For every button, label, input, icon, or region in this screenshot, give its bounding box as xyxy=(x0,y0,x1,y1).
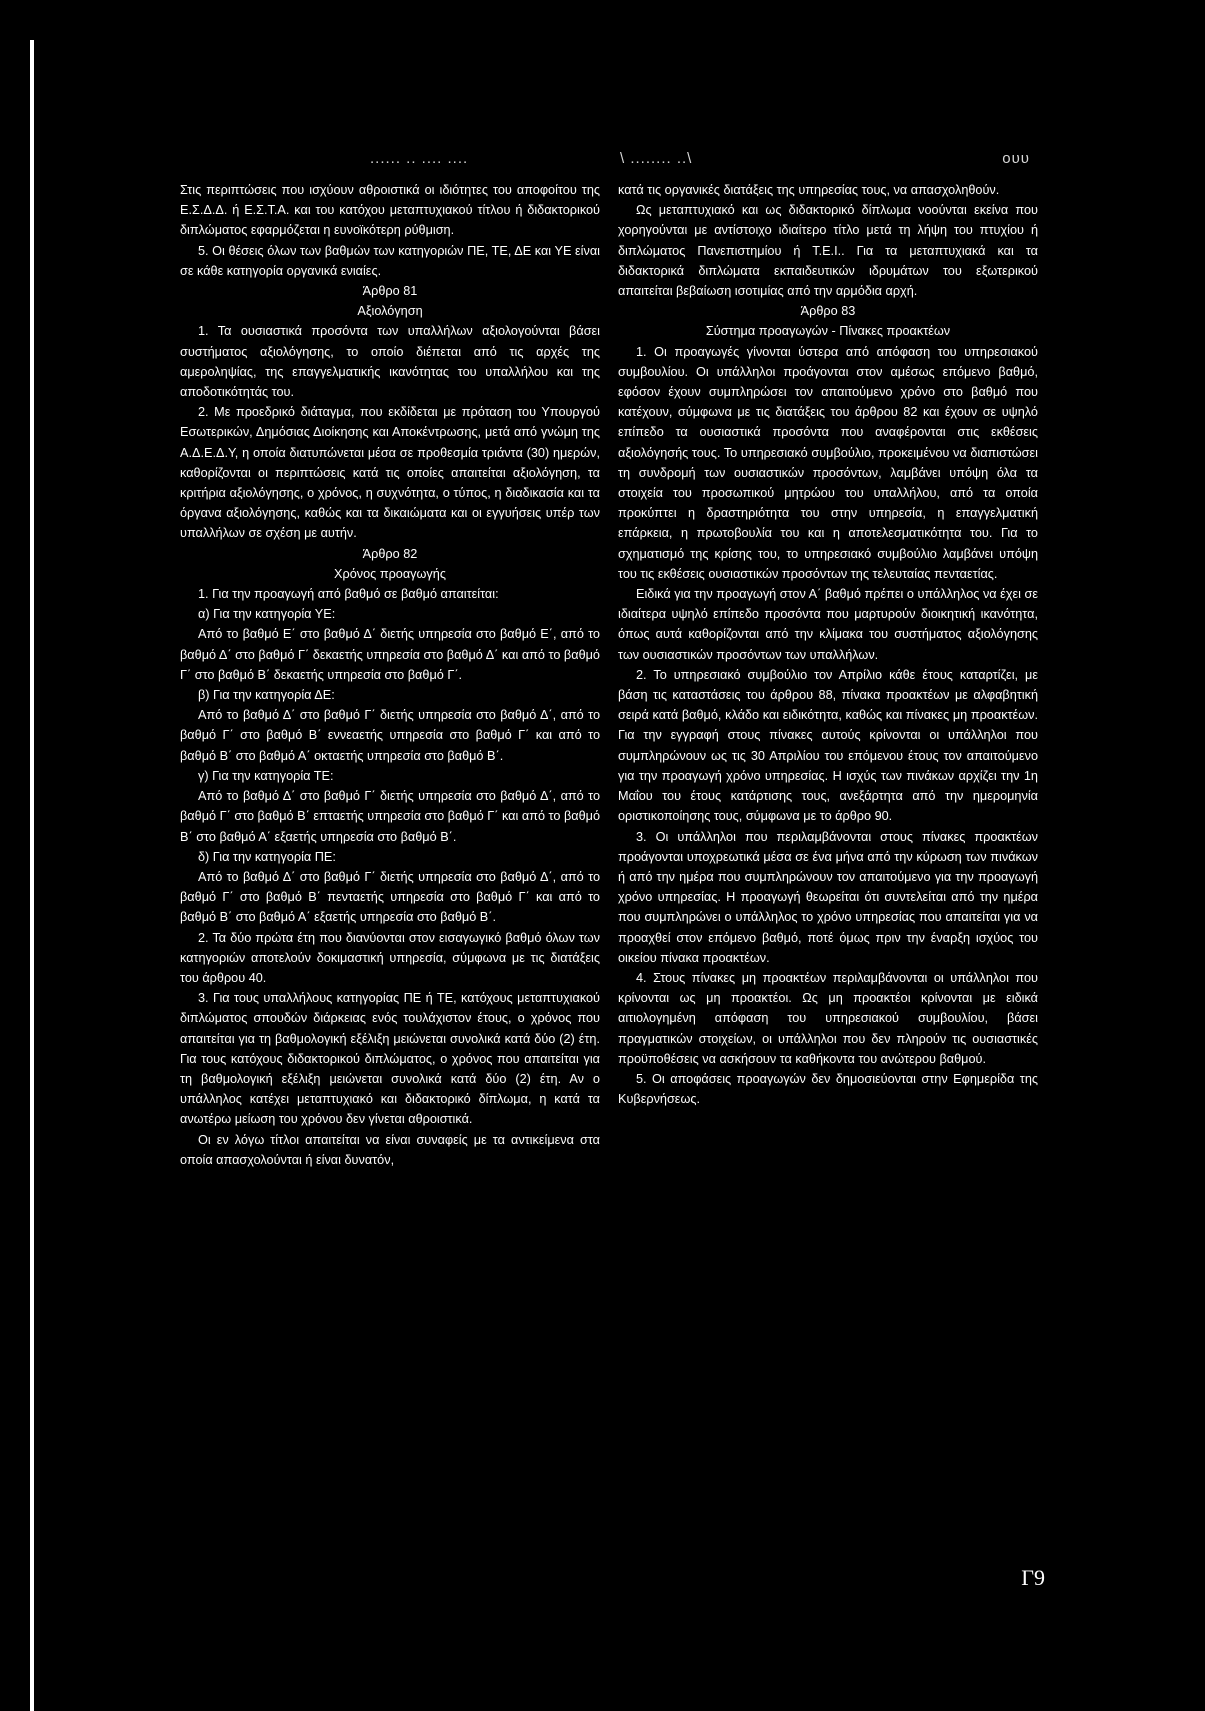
page-header xyxy=(180,150,1030,170)
paragraph: Στις περιπτώσεις που ισχύουν αθροιστικά οι ιδιότητες του αποφοίτου της Ε.Σ.Δ.Δ. ή Ε.Σ.Τ.Α. και του κατόχου μεταπτυχιακού τίτλου ή διδακτορικού διπλώματος εφαρμόζεται η ευνοϊκότερη ρύθμιση. xyxy=(180,183,600,238)
paragraph: 2. Το υπηρεσιακό συμβούλιο τον Απρίλιο κάθε έτους καταρτίζει, με βάση τις καταστάσεις του άρθρου 88, πίνακα προακτέων με αλφαβητική σειρά κατά βαθμό, κλάδο και ειδικότητα, καθώς και πίνακες μη προακτέων. Για την εγγραφή στους πίνακες αυτούς κρίνονται οι υπάλληλοι που συμπληρώνουν ως τις 30 Απριλίου του επόμενου έτους τον απαιτούμενο για την προαγωγή χρόνο υπηρεσίας. Η ισχύς των πινάκων αρχίζει την 1η Μαΐου του έτους κατάρτισης τους, ανεξάρτητα από την ημερομηνία οριστικοποίησης τους, σύμφωνα με το άρθρο 90. xyxy=(618,667,1038,824)
article-81-title: Άρθρο 81 xyxy=(362,284,418,299)
paragraph: 3. Οι υπάλληλοι που περιλαμβάνονται στους πίνακες προακτέων προάγονται υποχρεωτικά μέσα σε ένα μήνα από την κύρωση των πινάκων ή από την ημέρα που συμπληρώνουν τον απαιτούμενο για την προαγωγή χρόνο υπηρεσίας. Η προαγωγή θεωρείται ότι συντελείται από την ημέρα που συμπληρώνει ο υπάλληλος το χρόνο υπηρεσίας που απαιτείται για να προαχθεί στον επόμενο βαθμό, ποτέ όμως πριν την έναρξη ισχύος του οικείου πίνακα προακτέων. xyxy=(618,829,1038,965)
header-middle-text: \ ........ ..\ xyxy=(620,150,693,167)
paragraph: 5. Οι αποφάσεις προαγωγών δεν δημοσιεύονται στην Εφημερίδα της Κυβερνήσεως. xyxy=(618,1071,1038,1107)
list-item-heading: δ) Για την κατηγορία ΠΕ: xyxy=(198,849,336,864)
paragraph: Από το βαθμό Ε΄ στο βαθμό Δ΄ διετής υπηρεσία στο βαθμό Ε΄, από το βαθμό Δ΄ στο βαθμό Γ΄ δεκαετής υπηρεσία στο βαθμό Δ΄ και από το βαθμό Γ΄ στο βαθμό Β΄ δεκαετής υπηρεσία στο βαθμό Γ΄. xyxy=(180,627,600,682)
page-code: Γ9 xyxy=(1021,1565,1045,1590)
paragraph: Οι εν λόγω τίτλοι απαιτείται να είναι συναφείς με τα αντικείμενα στα οποία απασχολούνται ή είναι δυνατόν, xyxy=(180,1132,600,1167)
paragraph: 5. Οι θέσεις όλων των βαθμών των κατηγοριών ΠΕ, ΤΕ, ΔΕ και ΥΕ είναι σε κάθε κατηγορία οργανικά ενιαίες. xyxy=(180,243,600,278)
article-82-subtitle: Χρόνος προαγωγής xyxy=(334,566,446,581)
article-81-subtitle: Αξιολόγηση xyxy=(357,304,423,319)
header-page-number: ουυ xyxy=(1002,150,1030,167)
scan-edge-line xyxy=(30,40,34,1711)
left-column xyxy=(180,180,600,1170)
paragraph: 4. Στους πίνακες μη προακτέων περιλαμβάνονται οι υπάλληλοι που κρίνονται ως μη προακτέοι. Ως μη προακτέοι κρίνονται με ειδικά αιτιολογημένη απόφαση του υπηρεσιακού συμβουλίου, βάσει πραγματικών στοιχείων, οι υπάλληλοι που δεν πληρούν τις ουσιαστικές προϋποθέσεις να ασκήσουν τα καθήκοντα του ανώτερου βαθμού. xyxy=(618,970,1038,1066)
right-column xyxy=(618,180,1038,1109)
paragraph: Ειδικά για την προαγωγή στον Α΄ βαθμό πρέπει ο υπάλληλος να έχει σε ιδιαίτερα υψηλό επίπεδο προσόντα που μαρτυρούν διοικητική ικανότητα, όπως αυτά καθορίζονται από την κλίμακα του συστήματος αξιολόγησης των ουσιαστικών προσόντων των υπαλλήλων. xyxy=(618,587,1038,662)
paragraph: κατά τις οργανικές διατάξεις της υπηρεσίας τους, να απασχοληθούν. xyxy=(618,183,1000,197)
paragraph: Από το βαθμό Δ΄ στο βαθμό Γ΄ διετής υπηρεσία στο βαθμό Δ΄, από το βαθμό Γ΄ στο βαθμό Β΄ πενταετής υπηρεσία στο βαθμό Γ΄ και από το βαθμό Β΄ στο βαθμό Α΄ εξαετής υπηρεσία στο βαθμό Β΄. xyxy=(180,869,600,925)
paragraph: Από το βαθμό Δ΄ στο βαθμό Γ΄ διετής υπηρεσία στο βαθμό Δ΄, από το βαθμό Γ΄ στο βαθμό Β΄ εννεαετής υπηρεσία στο βαθμό Γ΄ και από το βαθμό Β΄ στο βαθμό Α΄ οκταετής υπηρεσία στο βαθμό Β΄. xyxy=(180,708,600,763)
article-83-subtitle: Σύστημα προαγωγών - Πίνακες προακτέων xyxy=(705,324,951,339)
list-item-heading: γ) Για την κατηγορία ΤΕ: xyxy=(198,768,334,783)
list-item-heading: α) Για την κατηγορία ΥΕ: xyxy=(198,607,336,622)
paragraph: 1. Για την προαγωγή από βαθμό σε βαθμό απαιτείται: xyxy=(198,587,499,602)
paragraph: 3. Για τους υπαλλήλους κατηγορίας ΠΕ ή ΤΕ, κατόχους μεταπτυχιακού διπλώματος σπουδών διάρκειας ενός τουλάχιστον έτους, ο χρόνος που απαιτείται για τη βαθμολογική εξέλιξη μειώνεται συνολικά κατά δύο (2) έτη. Για τους κατόχους διδακτορικού διπλώματος, ο χρόνος που απαιτείται για τη βαθμολογική εξέλιξη μειώνεται συνολικά κατά δύο (2) έτη. Αν ο υπάλληλος κατέχει μεταπτυχιακό και διδακτορικό δίπλωμα, η κατά τα ανωτέρω μείωση του χρόνου δεν γίνεται αθροιστικά. xyxy=(180,991,600,1127)
article-82-title: Άρθρο 82 xyxy=(362,546,418,561)
paragraph: 2. Τα δύο πρώτα έτη που διανύονται στον εισαγωγικό βαθμό όλων των κατηγοριών αποτελούν δοκιμαστική υπηρεσία, σύμφωνα με τις διατάξεις του άρθρου 40. xyxy=(180,930,600,985)
paragraph: 1. Οι προαγωγές γίνονται ύστερα από απόφαση του υπηρεσιακού συμβουλίου. Οι υπάλληλοι προάγονται στον αμέσως επόμενο βαθμό, εφόσον έχουν συμπληρώσει τον απαιτούμενο χρόνο στο βαθμό που κατέχουν, σύμφωνα με τις διατάξεις του άρθρου 82 και έχουν σε υψηλό επίπεδο τα ουσιαστικά προσόντα που αναφέρονται στις εκθέσεις αξιολόγησής τους. Το υπηρεσιακό συμβούλιο, προκειμένου να διαπιστώσει τη συνδρομή των ουσιαστικών προσόντων, λαμβάνει υπόψη όλα τα στοιχεία του προσωπικού μητρώου του υπαλλήλου, από τα οποία προκύπτει η δραστηριότητα του στην υπηρεσία, η επαγγελματική επάρκεια, η πρωτοβουλία του και η αποτελεσματικότητα του. Για το σχηματισμό της κρίσης του, το υπηρεσιακό συμβούλιο λαμβάνει υπόψη του τις εκθέσεις ουσιαστικών προσόντων της τελευταίας πενταετίας. xyxy=(618,344,1038,581)
paragraph: 1. Τα ουσιαστικά προσόντα των υπαλλήλων αξιολογούνται βάσει συστήματος αξιολόγησης, το οποίο διέπεται από τις αρχές της αμεροληψίας, της επαγγελματικής ικανότητας του υπαλλήλου και της αποδοτικότητάς του. xyxy=(180,324,600,400)
paragraph: Ως μεταπτυχιακό και ως διδακτορικό δίπλωμα νοούνται εκείνα που χορηγούνται με αντίστοιχο ιδιαίτερο τίτλο μετά τη λήψη του πτυχίου ή διπλώματος Πανεπιστημίου ή Τ.Ε.Ι.. Για τα μεταπτυχιακά και τα διδακτορικά διπλώματα εκπαιδευτικών ιδρυμάτων του εξωτερικού απαιτείται βεβαίωση ισοτιμίας από την αρμόδια αρχή. xyxy=(618,203,1038,299)
paragraph: Από το βαθμό Δ΄ στο βαθμό Γ΄ διετής υπηρεσία στο βαθμό Δ΄, από το βαθμό Γ΄ στο βαθμό Β΄ επταετής υπηρεσία στο βαθμό Γ΄ και από το βαθμό Β΄ στο βαθμό Α΄ εξαετής υπηρεσία στο βαθμό Β΄. xyxy=(180,789,600,844)
list-item-heading: β) Για την κατηγορία ΔΕ: xyxy=(198,688,335,703)
header-left-text: ...... .. .... .... xyxy=(370,150,469,167)
article-83-title: Άρθρο 83 xyxy=(800,304,856,319)
paragraph: 2. Με προεδρικό διάταγμα, που εκδίδεται με πρόταση του Υπουργού Εσωτερικών, Δημόσιας Διοίκησης και Αποκέντρωσης, μετά από γνώμη της Α.Δ.Ε.Δ.Υ, η οποία διατυπώνεται μέσα σε προθεσμία τριάντα (30) ημερών, καθορίζονται οι περιπτώσεις κατά τις οποίες απαιτείται αξιολόγηση, τα κριτήρια αξιολόγησης, ο χρόνος, η συχνότητα, ο τύπος, η διαδικασία και τα όργανα αξιολόγησης, καθώς και τα δικαιώματα και οι εγγυήσεις υπέρ των υπαλλήλων σε σχέση με αυτήν. xyxy=(180,405,600,541)
